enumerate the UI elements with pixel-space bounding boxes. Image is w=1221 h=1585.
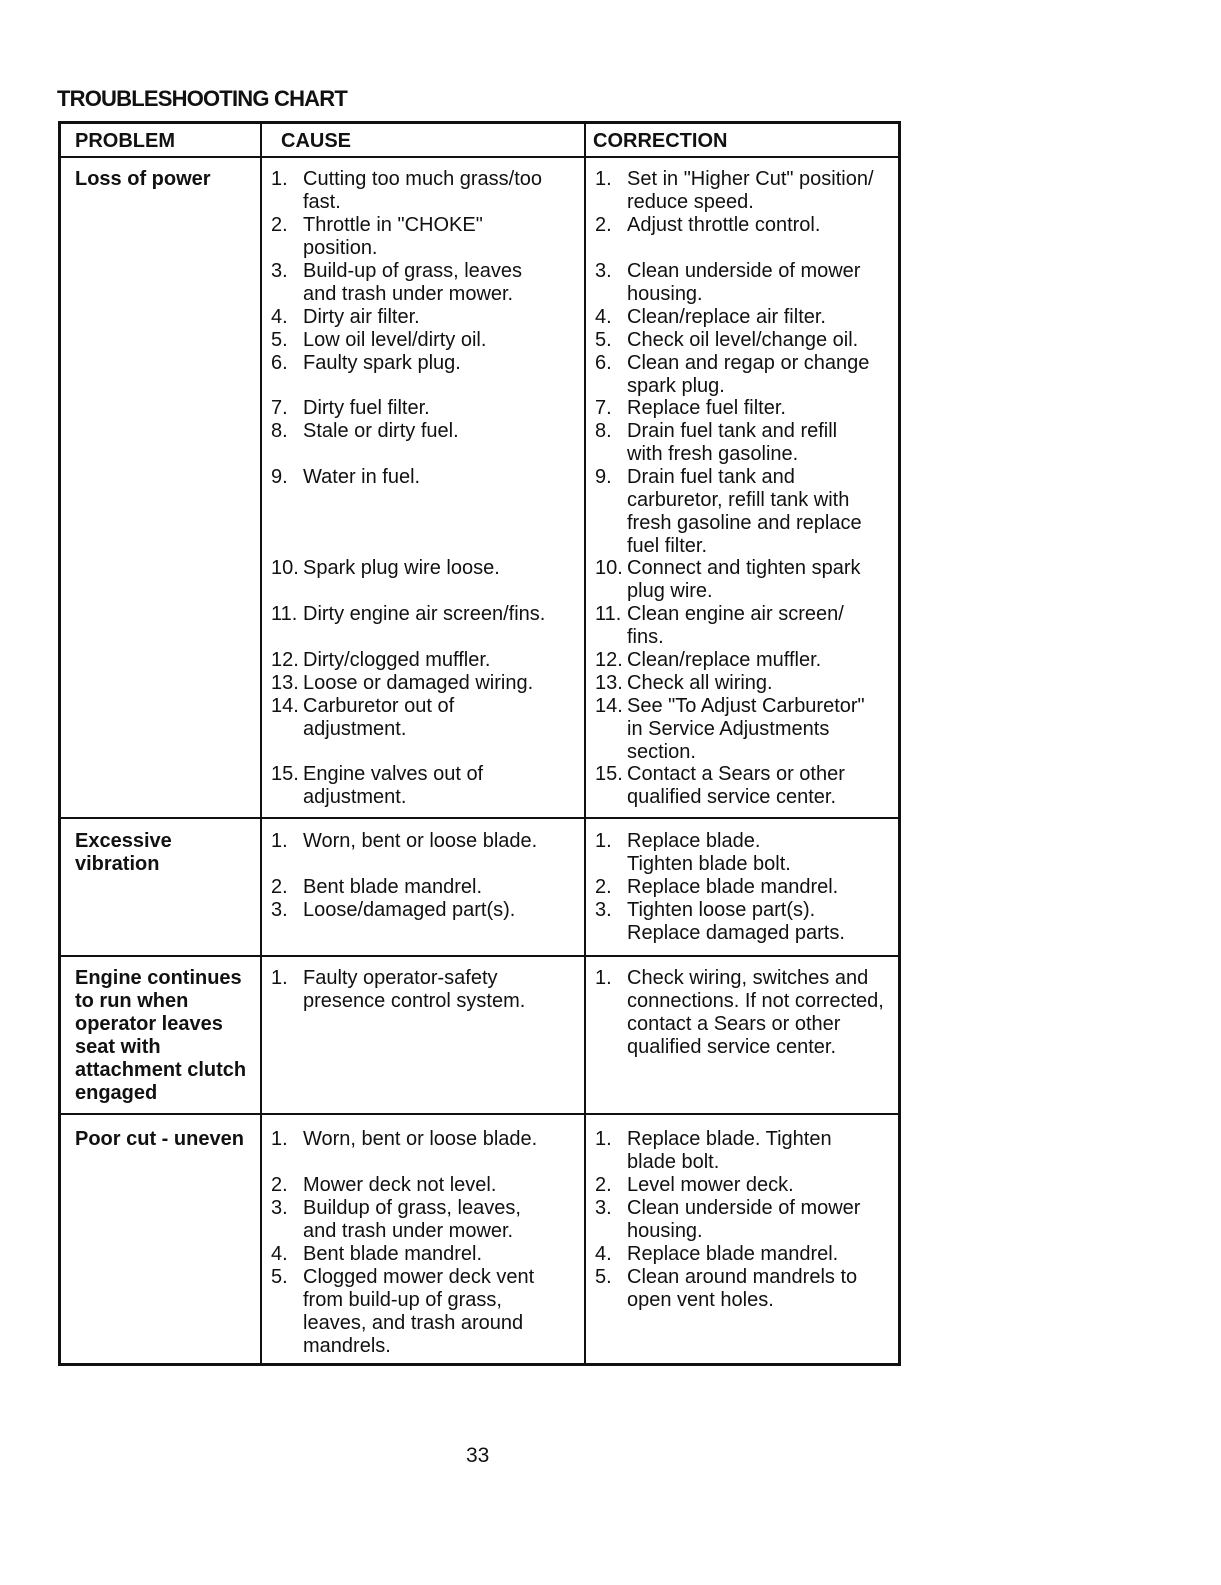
item-number: 12. bbox=[271, 649, 299, 671]
item-number: 3. bbox=[595, 260, 612, 282]
item-text bbox=[303, 649, 491, 672]
item-number: 5. bbox=[595, 1266, 612, 1288]
item-line: housing. bbox=[627, 283, 703, 305]
item-line: Clean underside of mower bbox=[627, 1197, 861, 1219]
item-line: Clean/replace muffler. bbox=[627, 649, 822, 671]
item-text bbox=[303, 1266, 534, 1358]
item-number: 6. bbox=[271, 352, 288, 374]
item-line: with fresh gasoline. bbox=[627, 443, 799, 465]
item-text bbox=[627, 329, 858, 352]
item-number: 12. bbox=[595, 649, 623, 671]
row-divider bbox=[61, 817, 898, 819]
item-text bbox=[627, 557, 861, 603]
item-text bbox=[627, 603, 844, 649]
item-text bbox=[627, 1197, 860, 1243]
item-number: 5. bbox=[595, 329, 612, 351]
item-number: 3. bbox=[271, 1197, 288, 1219]
item-number: 1. bbox=[595, 830, 612, 852]
item-text bbox=[303, 1174, 496, 1197]
item-text bbox=[627, 260, 860, 306]
item-line: Bent blade mandrel. bbox=[303, 1243, 483, 1265]
troubleshooting-table bbox=[58, 121, 901, 1366]
item-text bbox=[303, 466, 420, 489]
problem-loss-of-power: Loss of power bbox=[75, 168, 211, 190]
item-text bbox=[303, 329, 486, 352]
item-text bbox=[627, 420, 837, 466]
item-line: from build-up of grass, bbox=[303, 1289, 502, 1311]
item-line: Worn, bent or loose blade. bbox=[303, 1128, 538, 1150]
item-line: Clean and regap or change bbox=[627, 352, 870, 374]
item-text bbox=[627, 967, 884, 1059]
item-number: 15. bbox=[271, 763, 299, 785]
item-line: Cutting too much grass/too bbox=[303, 168, 543, 190]
item-line: position. bbox=[303, 237, 378, 259]
item-number: 5. bbox=[271, 1266, 288, 1288]
item-line: Build-up of grass, leaves bbox=[303, 260, 523, 282]
item-number: 1. bbox=[271, 967, 288, 989]
item-line: fins. bbox=[627, 626, 664, 648]
item-number: 4. bbox=[595, 1243, 612, 1265]
item-line: fuel filter. bbox=[627, 535, 708, 557]
item-text bbox=[303, 603, 545, 626]
item-number: 3. bbox=[271, 260, 288, 282]
header-divider bbox=[61, 156, 898, 158]
item-line: Bent blade mandrel. bbox=[303, 876, 483, 898]
item-line: See "To Adjust Carburetor" bbox=[627, 695, 865, 717]
item-line: Clean underside of mower bbox=[627, 260, 861, 282]
item-line: Check oil level/change oil. bbox=[627, 329, 859, 351]
item-number: 8. bbox=[595, 420, 612, 442]
item-text bbox=[303, 967, 525, 1013]
item-number: 10. bbox=[271, 557, 299, 579]
item-line: Tighten blade bolt. bbox=[627, 853, 791, 875]
problem-excessive-vibration: Excessive vibration bbox=[75, 830, 172, 875]
item-line: Spark plug wire loose. bbox=[303, 557, 500, 579]
item-number: 10. bbox=[595, 557, 623, 579]
item-text bbox=[627, 899, 845, 945]
item-text bbox=[303, 168, 542, 214]
item-number: 8. bbox=[271, 420, 288, 442]
item-line: Clean engine air screen/ bbox=[627, 603, 844, 625]
item-number: 3. bbox=[595, 1197, 612, 1219]
item-text bbox=[627, 1243, 838, 1266]
row-divider bbox=[61, 1113, 898, 1115]
item-number: 14. bbox=[271, 695, 299, 717]
item-line: Clogged mower deck vent bbox=[303, 1266, 535, 1288]
item-number: 3. bbox=[271, 899, 288, 921]
item-line: Throttle in "CHOKE" bbox=[303, 214, 483, 236]
item-line: adjustment. bbox=[303, 786, 407, 808]
item-line: mandrels. bbox=[303, 1335, 391, 1357]
item-number: 2. bbox=[271, 876, 288, 898]
item-text bbox=[627, 466, 862, 558]
page-title: TROUBLESHOOTING CHART bbox=[57, 86, 347, 111]
item-number: 2. bbox=[271, 1174, 288, 1196]
item-text bbox=[303, 214, 483, 260]
item-text bbox=[303, 672, 533, 695]
item-line: housing. bbox=[627, 1220, 703, 1242]
item-line: Replace blade. bbox=[627, 830, 761, 852]
item-text bbox=[303, 763, 483, 809]
item-line: Loose or damaged wiring. bbox=[303, 672, 534, 694]
header-problem: PROBLEM bbox=[75, 130, 175, 152]
item-number: 13. bbox=[595, 672, 623, 694]
item-line: Worn, bent or loose blade. bbox=[303, 830, 538, 852]
item-text bbox=[303, 306, 420, 329]
item-text bbox=[303, 260, 522, 306]
item-text bbox=[303, 876, 482, 899]
item-number: 4. bbox=[595, 306, 612, 328]
item-number: 13. bbox=[271, 672, 299, 694]
item-text bbox=[627, 352, 869, 398]
item-number: 11. bbox=[595, 603, 622, 625]
item-number: 11. bbox=[271, 603, 298, 625]
item-number: 5. bbox=[271, 329, 288, 351]
item-number: 9. bbox=[271, 466, 288, 488]
item-line: Check all wiring. bbox=[627, 672, 773, 694]
item-line: Contact a Sears or other bbox=[627, 763, 845, 785]
column-divider bbox=[584, 121, 586, 1366]
item-line: Level mower deck. bbox=[627, 1174, 794, 1196]
column-divider bbox=[260, 121, 262, 1366]
item-text bbox=[303, 695, 454, 741]
item-text bbox=[627, 672, 773, 695]
item-text bbox=[303, 352, 461, 375]
item-text bbox=[303, 899, 515, 922]
item-number: 1. bbox=[595, 1128, 612, 1150]
item-line: Replace fuel filter. bbox=[627, 397, 786, 419]
item-number: 4. bbox=[271, 306, 288, 328]
item-text bbox=[627, 649, 821, 672]
item-number: 2. bbox=[595, 214, 612, 236]
item-line: reduce speed. bbox=[627, 191, 754, 213]
problem-poor-cut: Poor cut - uneven bbox=[75, 1128, 244, 1150]
item-line: Carburetor out of bbox=[303, 695, 455, 717]
header-cause: CAUSE bbox=[281, 130, 352, 152]
item-line: Engine valves out of bbox=[303, 763, 484, 785]
item-text bbox=[627, 168, 874, 214]
item-line: carburetor, refill tank with bbox=[627, 489, 850, 511]
problem-engine-continues: Engine continues to run when operator leaves seat with attachment clutch engaged bbox=[75, 967, 247, 1104]
item-line: Dirty fuel filter. bbox=[303, 397, 430, 419]
item-text bbox=[627, 830, 791, 876]
item-text bbox=[303, 1197, 521, 1243]
item-line: open vent holes. bbox=[627, 1289, 774, 1311]
item-number: 9. bbox=[595, 466, 612, 488]
item-line: Faulty operator-safety bbox=[303, 967, 498, 989]
item-line: Tighten loose part(s). bbox=[627, 899, 816, 921]
item-line: presence control system. bbox=[303, 990, 526, 1012]
item-line: Drain fuel tank and bbox=[627, 466, 795, 488]
item-text bbox=[627, 763, 845, 809]
item-text bbox=[627, 306, 826, 329]
item-line: Stale or dirty fuel. bbox=[303, 420, 459, 442]
item-number: 3. bbox=[595, 899, 612, 921]
row-divider bbox=[61, 955, 898, 957]
item-number: 1. bbox=[271, 830, 288, 852]
item-line: Check wiring, switches and bbox=[627, 967, 869, 989]
item-line: Dirty air filter. bbox=[303, 306, 420, 328]
item-number: 1. bbox=[271, 1128, 288, 1150]
item-line: Dirty/clogged muffler. bbox=[303, 649, 491, 671]
item-number: 1. bbox=[595, 168, 612, 190]
item-text bbox=[627, 214, 820, 237]
item-line: and trash under mower. bbox=[303, 283, 514, 305]
item-number: 1. bbox=[271, 168, 288, 190]
item-text bbox=[627, 876, 838, 899]
item-line: contact a Sears or other bbox=[627, 1013, 841, 1035]
item-line: blade bolt. bbox=[627, 1151, 720, 1173]
item-text bbox=[303, 1128, 537, 1151]
item-line: Replace damaged parts. bbox=[627, 922, 845, 944]
item-number: 2. bbox=[271, 214, 288, 236]
item-line: Adjust throttle control. bbox=[627, 214, 821, 236]
item-line: Set in "Higher Cut" position/ bbox=[627, 168, 874, 190]
item-text bbox=[627, 1174, 794, 1197]
item-text bbox=[627, 397, 786, 420]
item-line: spark plug. bbox=[627, 375, 725, 397]
item-number: 6. bbox=[595, 352, 612, 374]
item-line: fast. bbox=[303, 191, 341, 213]
item-text bbox=[627, 1128, 832, 1174]
item-number: 15. bbox=[595, 763, 623, 785]
item-number: 4. bbox=[271, 1243, 288, 1265]
page-number: 33 bbox=[466, 1444, 490, 1467]
item-line: section. bbox=[627, 741, 696, 763]
item-line: Replace blade mandrel. bbox=[627, 1243, 839, 1265]
item-line: in Service Adjustments bbox=[627, 718, 830, 740]
header-correction: CORRECTION bbox=[593, 130, 728, 152]
item-text bbox=[303, 830, 537, 853]
item-number: 2. bbox=[595, 1174, 612, 1196]
item-line: Replace blade. Tighten bbox=[627, 1128, 832, 1150]
item-line: Connect and tighten spark bbox=[627, 557, 861, 579]
item-number: 7. bbox=[271, 397, 288, 419]
item-text bbox=[303, 557, 500, 580]
item-text bbox=[303, 397, 430, 420]
item-line: Faulty spark plug. bbox=[303, 352, 461, 374]
item-number: 1. bbox=[595, 967, 612, 989]
item-line: Replace blade mandrel. bbox=[627, 876, 839, 898]
item-line: Loose/damaged part(s). bbox=[303, 899, 516, 921]
item-line: leaves, and trash around bbox=[303, 1312, 524, 1334]
item-line: Mower deck not level. bbox=[303, 1174, 497, 1196]
item-line: Drain fuel tank and refill bbox=[627, 420, 838, 442]
item-text bbox=[627, 1266, 857, 1312]
item-text bbox=[627, 695, 865, 764]
item-line: Water in fuel. bbox=[303, 466, 421, 488]
item-line: connections. If not corrected, bbox=[627, 990, 884, 1012]
item-number: 2. bbox=[595, 876, 612, 898]
item-line: Dirty engine air screen/fins. bbox=[303, 603, 546, 625]
item-line: Clean around mandrels to bbox=[627, 1266, 858, 1288]
item-line: Clean/replace air filter. bbox=[627, 306, 826, 328]
item-number: 7. bbox=[595, 397, 612, 419]
item-text bbox=[303, 1243, 482, 1266]
item-line: qualified service center. bbox=[627, 1036, 837, 1058]
item-text bbox=[303, 420, 459, 443]
item-line: and trash under mower. bbox=[303, 1220, 514, 1242]
item-line: adjustment. bbox=[303, 718, 407, 740]
item-line: Buildup of grass, leaves, bbox=[303, 1197, 521, 1219]
item-line: Low oil level/dirty oil. bbox=[303, 329, 487, 351]
item-line: fresh gasoline and replace bbox=[627, 512, 862, 534]
item-number: 14. bbox=[595, 695, 623, 717]
item-line: plug wire. bbox=[627, 580, 713, 602]
item-line: qualified service center. bbox=[627, 786, 837, 808]
